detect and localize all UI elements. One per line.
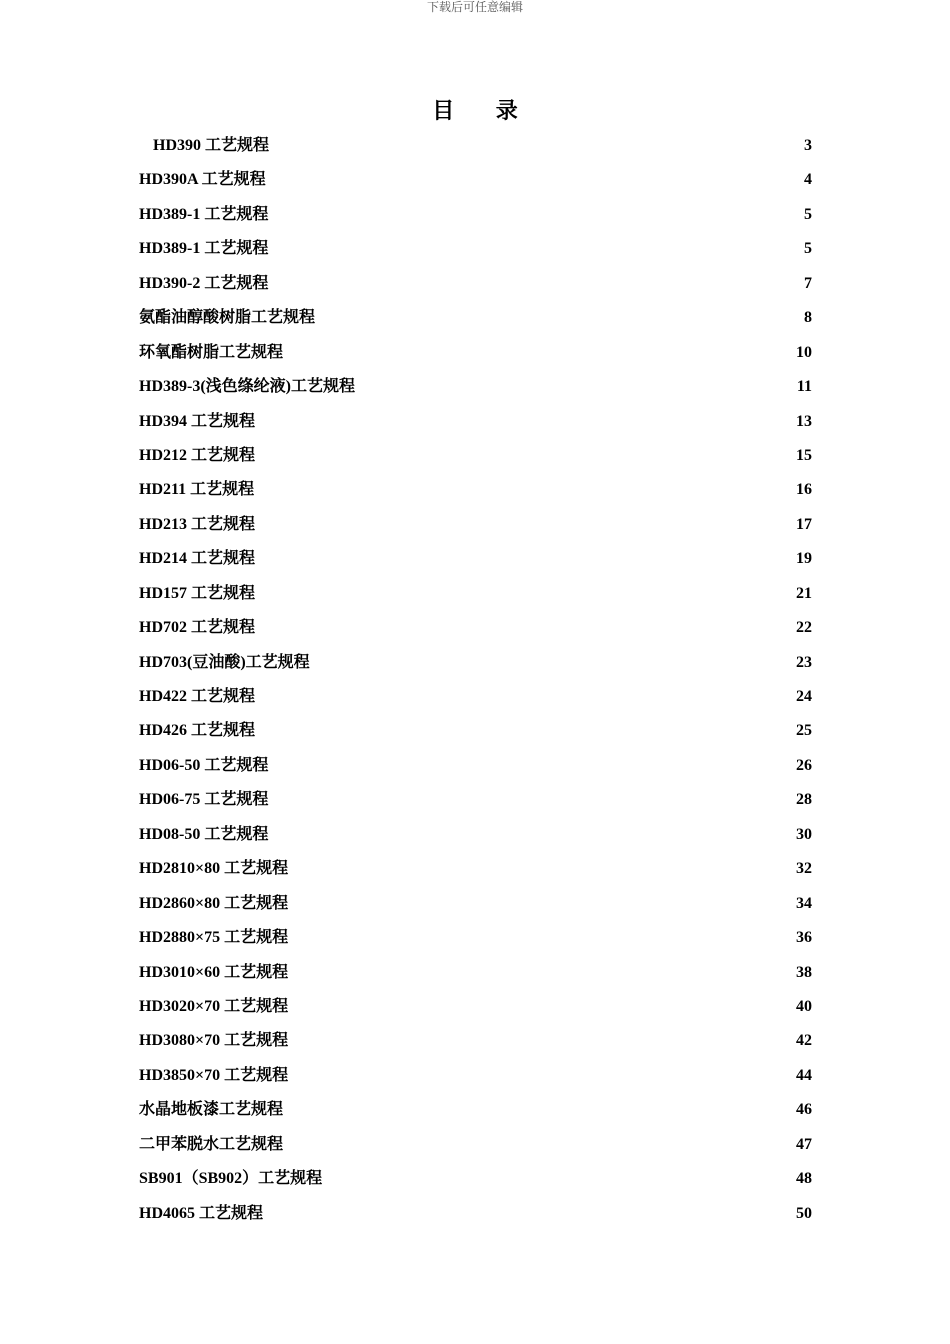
toc-entry[interactable] xyxy=(139,439,812,473)
toc-entry-label[interactable]: HD2810×80 工艺规程 xyxy=(139,860,289,878)
toc-entry[interactable] xyxy=(139,163,812,197)
toc-entry-label[interactable]: 氨酯油醇酸树脂工艺规程 xyxy=(139,309,316,327)
header-note: 下载后可任意编辑 xyxy=(426,0,523,14)
toc-entry[interactable] xyxy=(139,301,812,335)
toc-entry[interactable] xyxy=(139,749,812,783)
toc-entry[interactable] xyxy=(139,1024,812,1058)
toc-entry-page-number[interactable]: 34 xyxy=(796,894,812,912)
toc-entry-label[interactable]: HD390-2 工艺规程 xyxy=(139,274,269,292)
toc-entry[interactable] xyxy=(139,473,812,507)
toc-entry-label[interactable]: HD212 工艺规程 xyxy=(139,446,256,464)
toc-entry[interactable] xyxy=(139,887,812,921)
toc-entry-page-number[interactable]: 15 xyxy=(796,446,812,464)
toc-entry-page-number[interactable]: 7 xyxy=(804,274,812,292)
toc-entry-page-number[interactable]: 3 xyxy=(804,137,812,154)
toc-entry-label[interactable]: HD157 工艺规程 xyxy=(139,584,256,602)
toc-entry[interactable] xyxy=(139,508,812,542)
toc-entry[interactable] xyxy=(139,852,812,886)
toc-entry-label[interactable]: HD3010×60 工艺规程 xyxy=(139,963,289,981)
toc-entry-page-number[interactable]: 16 xyxy=(796,481,812,499)
toc-entry-page-number[interactable]: 38 xyxy=(796,963,812,981)
toc-entry-page-number[interactable]: 19 xyxy=(796,550,812,568)
toc-entry[interactable] xyxy=(139,611,812,645)
toc-entry-label[interactable]: HD426 工艺规程 xyxy=(139,722,256,740)
toc-entry-label[interactable]: HD2860×80 工艺规程 xyxy=(139,894,289,912)
toc-entry-page-number[interactable]: 50 xyxy=(796,1204,812,1222)
toc-entry-page-number[interactable]: 32 xyxy=(796,860,812,878)
toc-entry-page-number[interactable]: 22 xyxy=(796,619,812,637)
toc-entry-label[interactable]: HD703(豆油酸)工艺规程 xyxy=(139,653,310,671)
toc-entry-label[interactable]: HD4065 工艺规程 xyxy=(139,1204,264,1222)
toc-title: 目 录 xyxy=(432,98,536,123)
toc-entry-label[interactable]: 水晶地板漆工艺规程 xyxy=(139,1101,284,1119)
toc-entry-label[interactable]: HD213 工艺规程 xyxy=(139,515,256,533)
toc-entry[interactable] xyxy=(139,370,812,404)
toc-entry[interactable] xyxy=(139,646,812,680)
toc-entry-page-number[interactable]: 23 xyxy=(796,653,812,671)
toc-entry-page-number[interactable]: 10 xyxy=(796,343,812,361)
toc-entry[interactable] xyxy=(139,818,812,852)
toc-entry-page-number[interactable]: 44 xyxy=(796,1066,812,1084)
toc-entry-label[interactable]: SB901（SB902）工艺规程 xyxy=(139,1170,323,1188)
toc-entry-label[interactable]: HD390A 工艺规程 xyxy=(139,171,266,189)
toc-entry-label[interactable]: 二甲苯脱水工艺规程 xyxy=(139,1135,284,1153)
toc-entry-page-number[interactable]: 28 xyxy=(796,791,812,809)
toc-entry[interactable] xyxy=(139,577,812,611)
toc-entry-page-number[interactable]: 21 xyxy=(796,584,812,602)
toc-entry-label[interactable]: HD3020×70 工艺规程 xyxy=(139,997,289,1015)
toc-entry-page-number[interactable]: 46 xyxy=(796,1101,812,1119)
toc-entry[interactable] xyxy=(139,714,812,748)
toc-entry[interactable] xyxy=(139,1093,812,1127)
toc-entry-label[interactable]: HD422 工艺规程 xyxy=(139,688,256,705)
toc-entry[interactable] xyxy=(139,405,812,439)
toc-entry-label[interactable]: HD2880×75 工艺规程 xyxy=(139,929,289,947)
toc-entry-label[interactable]: HD394 工艺规程 xyxy=(139,412,256,430)
toc-entry[interactable] xyxy=(139,336,812,370)
toc-entry-page-number[interactable]: 47 xyxy=(796,1135,812,1153)
toc-entry-page-number[interactable]: 11 xyxy=(796,378,812,396)
toc-entry-label[interactable]: HD389-1 工艺规程 xyxy=(139,205,269,223)
toc-entry-page-number[interactable]: 25 xyxy=(796,722,812,740)
toc-entry[interactable] xyxy=(139,267,812,301)
toc-entry-label[interactable]: 环氧酯树脂工艺规程 xyxy=(139,343,284,361)
toc-entry-label[interactable]: HD3850×70 工艺规程 xyxy=(139,1066,289,1084)
toc-entry-label[interactable]: HD08-50 工艺规程 xyxy=(139,825,269,843)
toc-entry-label[interactable]: HD06-75 工艺规程 xyxy=(139,791,269,809)
toc-entry[interactable] xyxy=(139,129,812,163)
toc-entry-page-number[interactable]: 13 xyxy=(796,412,812,430)
toc-entry[interactable] xyxy=(139,990,812,1024)
toc-entry[interactable] xyxy=(139,783,812,817)
toc-entry-label[interactable]: HD389-1 工艺规程 xyxy=(139,240,269,258)
toc-entry[interactable] xyxy=(139,542,812,576)
toc-entry[interactable] xyxy=(139,1197,812,1231)
toc-entry[interactable] xyxy=(139,1128,812,1162)
toc-entry[interactable] xyxy=(139,921,812,955)
toc-entry-label[interactable]: HD214 工艺规程 xyxy=(139,550,256,568)
toc-entry-label[interactable]: HD06-50 工艺规程 xyxy=(139,756,269,774)
toc-entry[interactable] xyxy=(139,680,812,714)
toc-entry[interactable] xyxy=(139,956,812,990)
toc-entry-page-number[interactable]: 26 xyxy=(796,756,812,774)
toc-entry-label[interactable]: HD390 工艺规程 xyxy=(153,137,270,154)
toc-entry[interactable] xyxy=(139,1059,812,1093)
toc-entry[interactable] xyxy=(139,1162,812,1196)
toc-entry-page-number[interactable]: 30 xyxy=(796,825,812,843)
toc-entry-label[interactable]: HD702 工艺规程 xyxy=(139,619,256,637)
toc-entry-page-number[interactable]: 24 xyxy=(796,688,812,705)
toc-entry-label[interactable]: HD211 工艺规程 xyxy=(139,481,255,499)
toc-entry-page-number[interactable]: 17 xyxy=(796,515,812,533)
toc-entry[interactable] xyxy=(139,232,812,266)
toc-entry-label[interactable]: HD389-3(浅色绦纶液)工艺规程 xyxy=(139,378,355,396)
toc-entry-page-number[interactable]: 48 xyxy=(796,1170,812,1188)
toc-entry-page-number[interactable]: 5 xyxy=(804,240,812,258)
toc-entry-page-number[interactable]: 40 xyxy=(796,997,812,1015)
table-of-contents xyxy=(139,129,812,1231)
toc-entry-page-number[interactable]: 42 xyxy=(796,1032,812,1050)
toc-entry-page-number[interactable]: 4 xyxy=(804,171,812,189)
toc-entry-page-number[interactable]: 36 xyxy=(796,929,812,947)
toc-entry-page-number[interactable]: 8 xyxy=(804,309,812,327)
toc-entry[interactable] xyxy=(139,198,812,232)
toc-entry-label[interactable]: HD3080×70 工艺规程 xyxy=(139,1032,289,1050)
toc-entry-page-number[interactable]: 5 xyxy=(804,205,812,223)
